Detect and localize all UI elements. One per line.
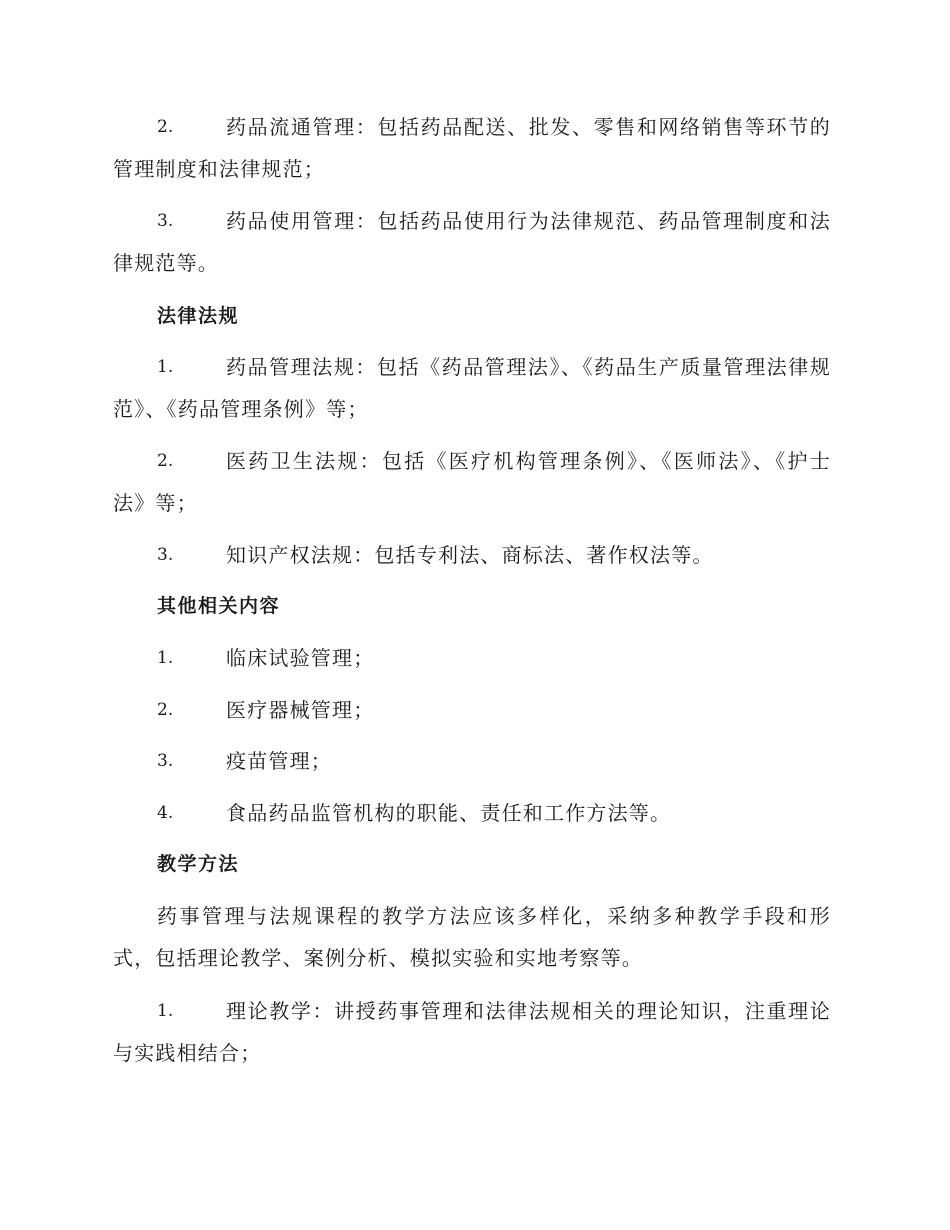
section-heading [113, 585, 831, 627]
paragraph-text: 药事管理与法规课程的教学方法应该多样化，采纳多种教学手段和形式，包括理论教学、案例分析、模拟实验和实地考察等。 [113, 904, 831, 970]
list-item [113, 792, 831, 834]
section-heading-text: 其他相关内容 [157, 595, 281, 617]
list-item-number: 1. [157, 1001, 174, 1021]
list-item [113, 637, 831, 679]
body-paragraph [113, 895, 831, 979]
list-item-text: 药品管理法规：包括《药品管理法》、《药品生产质量管理法律规范》、《药品管理条例》等； [113, 355, 831, 421]
list-item-text: 疫苗管理； [226, 749, 332, 773]
list-item-number: 1. [157, 648, 174, 668]
list-item-text: 药品流通管理：包括药品配送、批发、零售和网络销售等环节的管理制度和法律规范； [113, 115, 831, 181]
list-item-number: 2. [157, 117, 174, 137]
list-item-text: 医药卫生法规：包括《医疗机构管理条例》、《医师法》、《护士法》等； [113, 449, 831, 515]
list-item-text: 临床试验管理； [226, 646, 375, 670]
list-item-number: 3. [157, 211, 174, 231]
list-item [113, 689, 831, 731]
list-item-text: 知识产权法规：包括专利法、商标法、著作权法等。 [226, 543, 714, 567]
list-item-number: 4. [157, 803, 174, 823]
list-item-number: 3. [157, 545, 174, 565]
section-heading [113, 843, 831, 885]
list-item-text: 食品药品监管机构的职能、责任和工作方法等。 [226, 801, 672, 825]
section-heading-text: 教学方法 [157, 853, 240, 875]
list-item [113, 534, 831, 576]
section-heading-text: 法律法规 [157, 305, 240, 327]
list-item-text: 医疗器械管理； [226, 698, 375, 722]
list-item [113, 200, 831, 284]
list-item-text: 理论教学：讲授药事管理和法律法规相关的理论知识，注重理论与实践相结合； [113, 999, 831, 1065]
list-item [113, 990, 831, 1074]
list-item [113, 740, 831, 782]
list-item [113, 346, 831, 430]
section-heading [113, 295, 831, 337]
list-item-number: 1. [157, 357, 174, 377]
list-item-text: 药品使用管理：包括药品使用行为法律规范、药品管理制度和法律规范等。 [113, 209, 831, 275]
list-item [113, 106, 831, 190]
list-item [113, 440, 831, 524]
list-item-number: 3. [157, 751, 174, 771]
list-item-number: 2. [157, 700, 174, 720]
list-item-number: 2. [157, 451, 174, 471]
